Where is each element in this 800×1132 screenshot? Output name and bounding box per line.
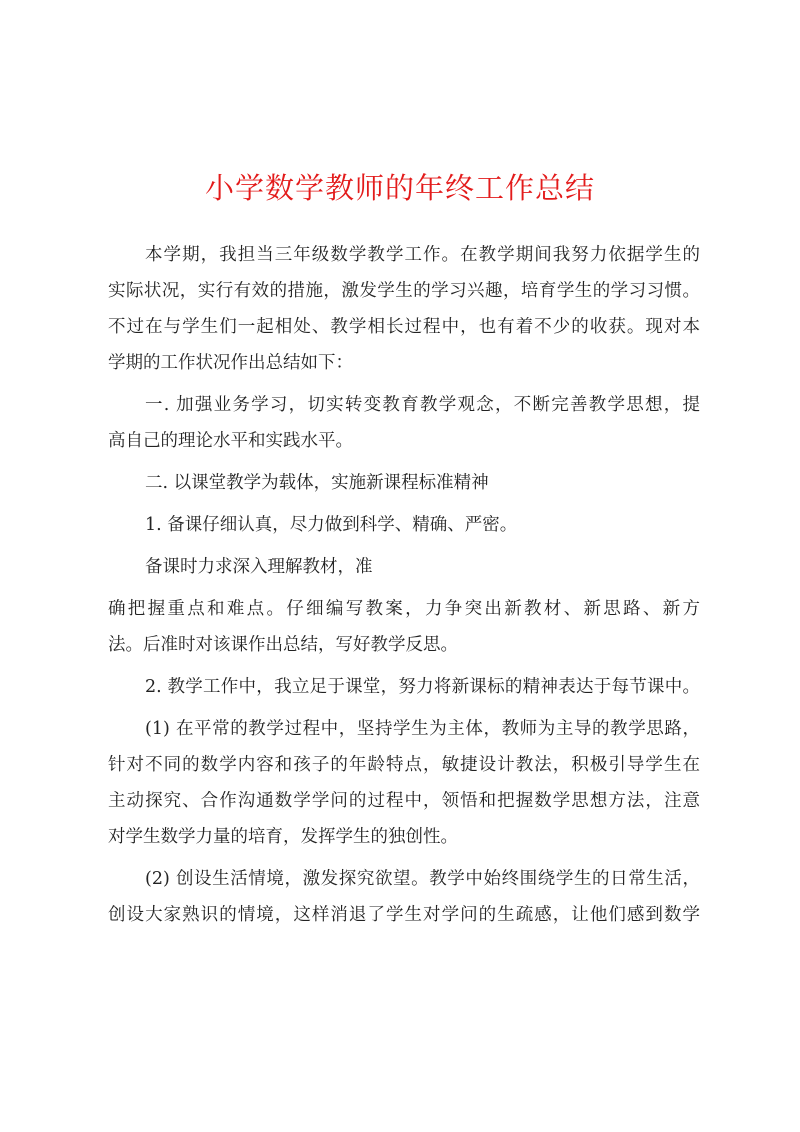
section-heading: 二. 以课堂教学为载体，实施新课程标准精神 <box>145 473 489 493</box>
paragraph-line: 1. 备课仔细认真，尽力做到科学、精确、严密。 <box>145 515 518 535</box>
paragraph-line: 学期的工作状况作出总结如下： <box>108 353 353 373</box>
paragraph-line: 法。后准时对该课作出总结，写好教学反思。 <box>108 635 458 655</box>
paragraph-line: 对学生数学力量的培育，发挥学生的独创性。 <box>108 827 458 847</box>
paragraph-line: 高自己的理论水平和实践水平。 <box>108 431 353 451</box>
paragraph-line: (2) 创设生活情境，激发探究欲望。教学中始终围绕学生的日常生活， <box>145 869 700 889</box>
paragraph-line: 一. 加强业务学习，切实转变教育教学观念，不断完善教学思想，提 <box>145 395 700 415</box>
paragraph-line: (1) 在平常的教学过程中，坚持学生为主体，教师为主导的教学思路， <box>145 719 700 739</box>
paragraph-line: 主动探究、合作沟通数学学问的过程中，领悟和把握数学思想方法，注意 <box>108 791 700 811</box>
paragraph-line: 创设大家熟识的情境，这样消退了学生对学问的生疏感，让他们感到数学 <box>108 905 700 925</box>
paragraph-line: 备课时力求深入理解教材，准 <box>145 557 373 577</box>
paragraph-line: 不过在与学生们一起相处、教学相长过程中，也有着不少的收获。现对本 <box>108 317 700 337</box>
paragraph-line: 确把握重点和难点。仔细编写教案，力争突出新教材、新思路、新方 <box>108 599 700 619</box>
paragraph-line: 2. 教学工作中，我立足于课堂，努力将新课标的精神表达于每节课中。 <box>145 677 700 697</box>
paragraph-line: 针对不同的数学内容和孩子的年龄特点，敏捷设计教法，积极引导学生在 <box>108 755 700 775</box>
document-title: 小学数学教师的年终工作总结 <box>204 171 595 205</box>
document-body <box>108 237 700 933</box>
paragraph-line: 实际状况，实行有效的措施，激发学生的学习兴趣，培育学生的学习习惯。 <box>108 281 700 301</box>
paragraph-line: 本学期，我担当三年级数学教学工作。在教学期间我努力依据学生的 <box>145 245 700 265</box>
